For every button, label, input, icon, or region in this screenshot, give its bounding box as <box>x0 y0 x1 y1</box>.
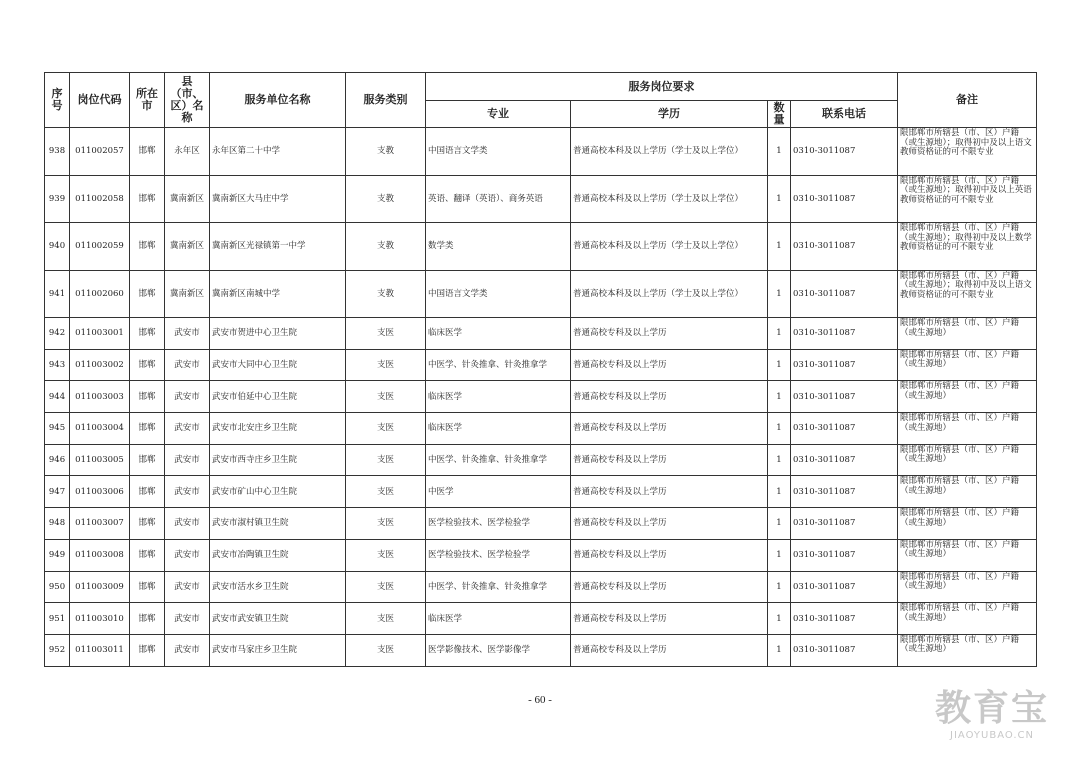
cell-education: 普通高校专科及以上学历 <box>571 539 768 571</box>
table-row <box>45 413 1037 445</box>
cell-unit: 冀南新区光禄镇第一中学 <box>210 223 346 271</box>
cell-seq: 946 <box>45 444 70 476</box>
cell-city: 邯郸 <box>130 634 165 666</box>
cell-phone: 0310-3011087 <box>791 349 898 381</box>
table-row <box>45 128 1037 176</box>
header-seq: 序号 <box>45 73 70 128</box>
cell-type: 支教 <box>346 223 426 271</box>
cell-county: 武安市 <box>165 444 210 476</box>
cell-education: 普通高校本科及以上学历（学士及以上学位） <box>571 223 768 271</box>
cell-count: 1 <box>768 349 791 381</box>
post-table <box>44 72 1037 667</box>
cell-county: 冀南新区 <box>165 175 210 223</box>
cell-education: 普通高校专科及以上学历 <box>571 444 768 476</box>
cell-seq: 948 <box>45 508 70 540</box>
cell-remark: 限邯郸市所辖县（市、区）户籍（或生源地）；取得初中及以上英语教师资格证的可不限专业 <box>898 175 1037 223</box>
cell-code: 011002058 <box>70 175 130 223</box>
cell-major: 临床医学 <box>426 318 571 350</box>
table-row <box>45 539 1037 571</box>
cell-count: 1 <box>768 508 791 540</box>
table-row <box>45 270 1037 318</box>
cell-unit: 武安市淑村镇卫生院 <box>210 508 346 540</box>
cell-education: 普通高校专科及以上学历 <box>571 634 768 666</box>
cell-code: 011003009 <box>70 571 130 603</box>
header-phone: 联系电话 <box>791 101 898 128</box>
cell-remark: 限邯郸市所辖县（市、区）户籍（或生源地） <box>898 476 1037 508</box>
cell-type: 支医 <box>346 381 426 413</box>
cell-phone: 0310-3011087 <box>791 634 898 666</box>
header-post-code: 岗位代码 <box>70 73 130 128</box>
cell-seq: 949 <box>45 539 70 571</box>
table-row <box>45 603 1037 635</box>
cell-remark: 限邯郸市所辖县（市、区）户籍（或生源地） <box>898 571 1037 603</box>
cell-count: 1 <box>768 270 791 318</box>
cell-remark: 限邯郸市所辖县（市、区）户籍（或生源地） <box>898 413 1037 445</box>
table-row <box>45 381 1037 413</box>
cell-phone: 0310-3011087 <box>791 571 898 603</box>
cell-major: 临床医学 <box>426 413 571 445</box>
cell-code: 011003011 <box>70 634 130 666</box>
cell-type: 支教 <box>346 128 426 176</box>
cell-seq: 947 <box>45 476 70 508</box>
cell-major: 医学检验技术、医学检验学 <box>426 539 571 571</box>
cell-seq: 951 <box>45 603 70 635</box>
cell-unit: 武安市冶陶镇卫生院 <box>210 539 346 571</box>
header-city: 所在市 <box>130 73 165 128</box>
cell-type: 支教 <box>346 270 426 318</box>
watermark-logo <box>932 688 1052 742</box>
cell-code: 011002060 <box>70 270 130 318</box>
cell-count: 1 <box>768 603 791 635</box>
cell-major: 数学类 <box>426 223 571 271</box>
cell-code: 011003006 <box>70 476 130 508</box>
cell-city: 邯郸 <box>130 476 165 508</box>
cell-seq: 941 <box>45 270 70 318</box>
cell-education: 普通高校本科及以上学历（学士及以上学位） <box>571 270 768 318</box>
cell-major: 临床医学 <box>426 381 571 413</box>
table-row <box>45 634 1037 666</box>
cell-remark: 限邯郸市所辖县（市、区）户籍（或生源地） <box>898 318 1037 350</box>
cell-education: 普通高校专科及以上学历 <box>571 571 768 603</box>
cell-code: 011003008 <box>70 539 130 571</box>
cell-education: 普通高校专科及以上学历 <box>571 476 768 508</box>
cell-remark: 限邯郸市所辖县（市、区）户籍（或生源地） <box>898 508 1037 540</box>
cell-type: 支教 <box>346 175 426 223</box>
cell-phone: 0310-3011087 <box>791 444 898 476</box>
cell-major: 中医学、针灸推拿、针灸推拿学 <box>426 349 571 381</box>
table-row <box>45 318 1037 350</box>
page-number: - 60 - <box>528 694 552 706</box>
watermark-text: 教育宝 <box>934 688 1049 729</box>
cell-education: 普通高校专科及以上学历 <box>571 381 768 413</box>
cell-count: 1 <box>768 413 791 445</box>
cell-major: 临床医学 <box>426 603 571 635</box>
cell-code: 011002057 <box>70 128 130 176</box>
cell-count: 1 <box>768 128 791 176</box>
cell-county: 武安市 <box>165 539 210 571</box>
cell-city: 邯郸 <box>130 508 165 540</box>
cell-city: 邯郸 <box>130 128 165 176</box>
cell-city: 邯郸 <box>130 539 165 571</box>
cell-unit: 武安市大同中心卫生院 <box>210 349 346 381</box>
header-service-type: 服务类别 <box>346 73 426 128</box>
cell-remark: 限邯郸市所辖县（市、区）户籍（或生源地） <box>898 349 1037 381</box>
cell-code: 011002059 <box>70 223 130 271</box>
cell-county: 武安市 <box>165 476 210 508</box>
cell-phone: 0310-3011087 <box>791 539 898 571</box>
cell-unit: 武安市北安庄乡卫生院 <box>210 413 346 445</box>
cell-county: 武安市 <box>165 508 210 540</box>
cell-phone: 0310-3011087 <box>791 413 898 445</box>
cell-type: 支医 <box>346 571 426 603</box>
cell-seq: 940 <box>45 223 70 271</box>
watermark-url: JIAOYUBAO.CN <box>950 730 1034 741</box>
cell-seq: 950 <box>45 571 70 603</box>
cell-seq: 944 <box>45 381 70 413</box>
header-major: 专业 <box>426 101 571 128</box>
cell-education: 普通高校专科及以上学历 <box>571 508 768 540</box>
cell-education: 普通高校本科及以上学历（学士及以上学位） <box>571 175 768 223</box>
cell-seq: 939 <box>45 175 70 223</box>
cell-unit: 永年区第二十中学 <box>210 128 346 176</box>
cell-major: 英语、翻译（英语）、商务英语 <box>426 175 571 223</box>
cell-major: 中医学 <box>426 476 571 508</box>
cell-major: 中医学、针灸推拿、针灸推拿学 <box>426 571 571 603</box>
cell-seq: 938 <box>45 128 70 176</box>
cell-unit: 武安市武安镇卫生院 <box>210 603 346 635</box>
table-row <box>45 175 1037 223</box>
cell-county: 冀南新区 <box>165 223 210 271</box>
cell-major: 中医学、针灸推拿、针灸推拿学 <box>426 444 571 476</box>
cell-count: 1 <box>768 634 791 666</box>
cell-code: 011003001 <box>70 318 130 350</box>
cell-major: 中国语言文学类 <box>426 128 571 176</box>
cell-remark: 限邯郸市所辖县（市、区）户籍（或生源地）；取得初中及以上数学教师资格证的可不限专业 <box>898 223 1037 271</box>
cell-count: 1 <box>768 318 791 350</box>
cell-major: 中国语言文学类 <box>426 270 571 318</box>
cell-city: 邯郸 <box>130 349 165 381</box>
cell-seq: 942 <box>45 318 70 350</box>
cell-remark: 限邯郸市所辖县（市、区）户籍（或生源地）；取得初中及以上语文教师资格证的可不限专业 <box>898 128 1037 176</box>
cell-unit: 武安市活水乡卫生院 <box>210 571 346 603</box>
cell-type: 支医 <box>346 444 426 476</box>
cell-county: 永年区 <box>165 128 210 176</box>
cell-type: 支医 <box>346 603 426 635</box>
cell-code: 011003007 <box>70 508 130 540</box>
cell-remark: 限邯郸市所辖县（市、区）户籍（或生源地） <box>898 539 1037 571</box>
cell-count: 1 <box>768 444 791 476</box>
cell-major: 医学影像技术、医学影像学 <box>426 634 571 666</box>
cell-count: 1 <box>768 476 791 508</box>
table-row <box>45 508 1037 540</box>
cell-code: 011003010 <box>70 603 130 635</box>
cell-unit: 武安市矿山中心卫生院 <box>210 476 346 508</box>
cell-major: 医学检验技术、医学检验学 <box>426 508 571 540</box>
cell-city: 邯郸 <box>130 270 165 318</box>
cell-count: 1 <box>768 571 791 603</box>
cell-city: 邯郸 <box>130 381 165 413</box>
cell-code: 011003004 <box>70 413 130 445</box>
cell-remark: 限邯郸市所辖县（市、区）户籍（或生源地） <box>898 381 1037 413</box>
cell-count: 1 <box>768 175 791 223</box>
table-row <box>45 476 1037 508</box>
cell-phone: 0310-3011087 <box>791 381 898 413</box>
header-count: 数量 <box>768 101 791 128</box>
cell-phone: 0310-3011087 <box>791 128 898 176</box>
cell-code: 011003002 <box>70 349 130 381</box>
cell-seq: 952 <box>45 634 70 666</box>
cell-county: 武安市 <box>165 413 210 445</box>
cell-county: 冀南新区 <box>165 270 210 318</box>
header-requirements: 服务岗位要求 <box>426 73 898 101</box>
cell-city: 邯郸 <box>130 175 165 223</box>
cell-remark: 限邯郸市所辖县（市、区）户籍（或生源地） <box>898 603 1037 635</box>
cell-remark: 限邯郸市所辖县（市、区）户籍（或生源地） <box>898 444 1037 476</box>
cell-education: 普通高校专科及以上学历 <box>571 413 768 445</box>
table-row <box>45 349 1037 381</box>
header-county: 县（市、区）名称 <box>165 73 210 128</box>
cell-phone: 0310-3011087 <box>791 175 898 223</box>
cell-seq: 943 <box>45 349 70 381</box>
cell-city: 邯郸 <box>130 444 165 476</box>
cell-education: 普通高校专科及以上学历 <box>571 603 768 635</box>
cell-city: 邯郸 <box>130 603 165 635</box>
cell-county: 武安市 <box>165 318 210 350</box>
cell-phone: 0310-3011087 <box>791 603 898 635</box>
cell-code: 011003005 <box>70 444 130 476</box>
cell-phone: 0310-3011087 <box>791 223 898 271</box>
cell-unit: 武安市贺进中心卫生院 <box>210 318 346 350</box>
cell-unit: 冀南新区南城中学 <box>210 270 346 318</box>
cell-county: 武安市 <box>165 634 210 666</box>
cell-city: 邯郸 <box>130 318 165 350</box>
cell-unit: 武安市西寺庄乡卫生院 <box>210 444 346 476</box>
cell-type: 支医 <box>346 508 426 540</box>
cell-type: 支医 <box>346 413 426 445</box>
cell-phone: 0310-3011087 <box>791 318 898 350</box>
cell-city: 邯郸 <box>130 223 165 271</box>
cell-unit: 武安市马家庄乡卫生院 <box>210 634 346 666</box>
cell-county: 武安市 <box>165 349 210 381</box>
cell-education: 普通高校本科及以上学历（学士及以上学位） <box>571 128 768 176</box>
cell-count: 1 <box>768 223 791 271</box>
cell-county: 武安市 <box>165 381 210 413</box>
cell-count: 1 <box>768 539 791 571</box>
table-row <box>45 444 1037 476</box>
cell-type: 支医 <box>346 634 426 666</box>
header-education: 学历 <box>571 101 768 128</box>
header-unit: 服务单位名称 <box>210 73 346 128</box>
cell-count: 1 <box>768 381 791 413</box>
cell-city: 邯郸 <box>130 571 165 603</box>
cell-phone: 0310-3011087 <box>791 508 898 540</box>
cell-remark: 限邯郸市所辖县（市、区）户籍（或生源地） <box>898 634 1037 666</box>
cell-education: 普通高校专科及以上学历 <box>571 318 768 350</box>
table-row <box>45 571 1037 603</box>
cell-county: 武安市 <box>165 603 210 635</box>
cell-type: 支医 <box>346 318 426 350</box>
table-row <box>45 223 1037 271</box>
cell-code: 011003003 <box>70 381 130 413</box>
cell-unit: 武安市伯延中心卫生院 <box>210 381 346 413</box>
cell-type: 支医 <box>346 349 426 381</box>
cell-city: 邯郸 <box>130 413 165 445</box>
cell-education: 普通高校专科及以上学历 <box>571 349 768 381</box>
cell-remark: 限邯郸市所辖县（市、区）户籍（或生源地）；取得初中及以上语文教师资格证的可不限专业 <box>898 270 1037 318</box>
cell-county: 武安市 <box>165 571 210 603</box>
cell-unit: 冀南新区大马庄中学 <box>210 175 346 223</box>
cell-phone: 0310-3011087 <box>791 270 898 318</box>
cell-seq: 945 <box>45 413 70 445</box>
cell-type: 支医 <box>346 539 426 571</box>
header-remark: 备注 <box>898 73 1037 128</box>
cell-phone: 0310-3011087 <box>791 476 898 508</box>
cell-type: 支医 <box>346 476 426 508</box>
